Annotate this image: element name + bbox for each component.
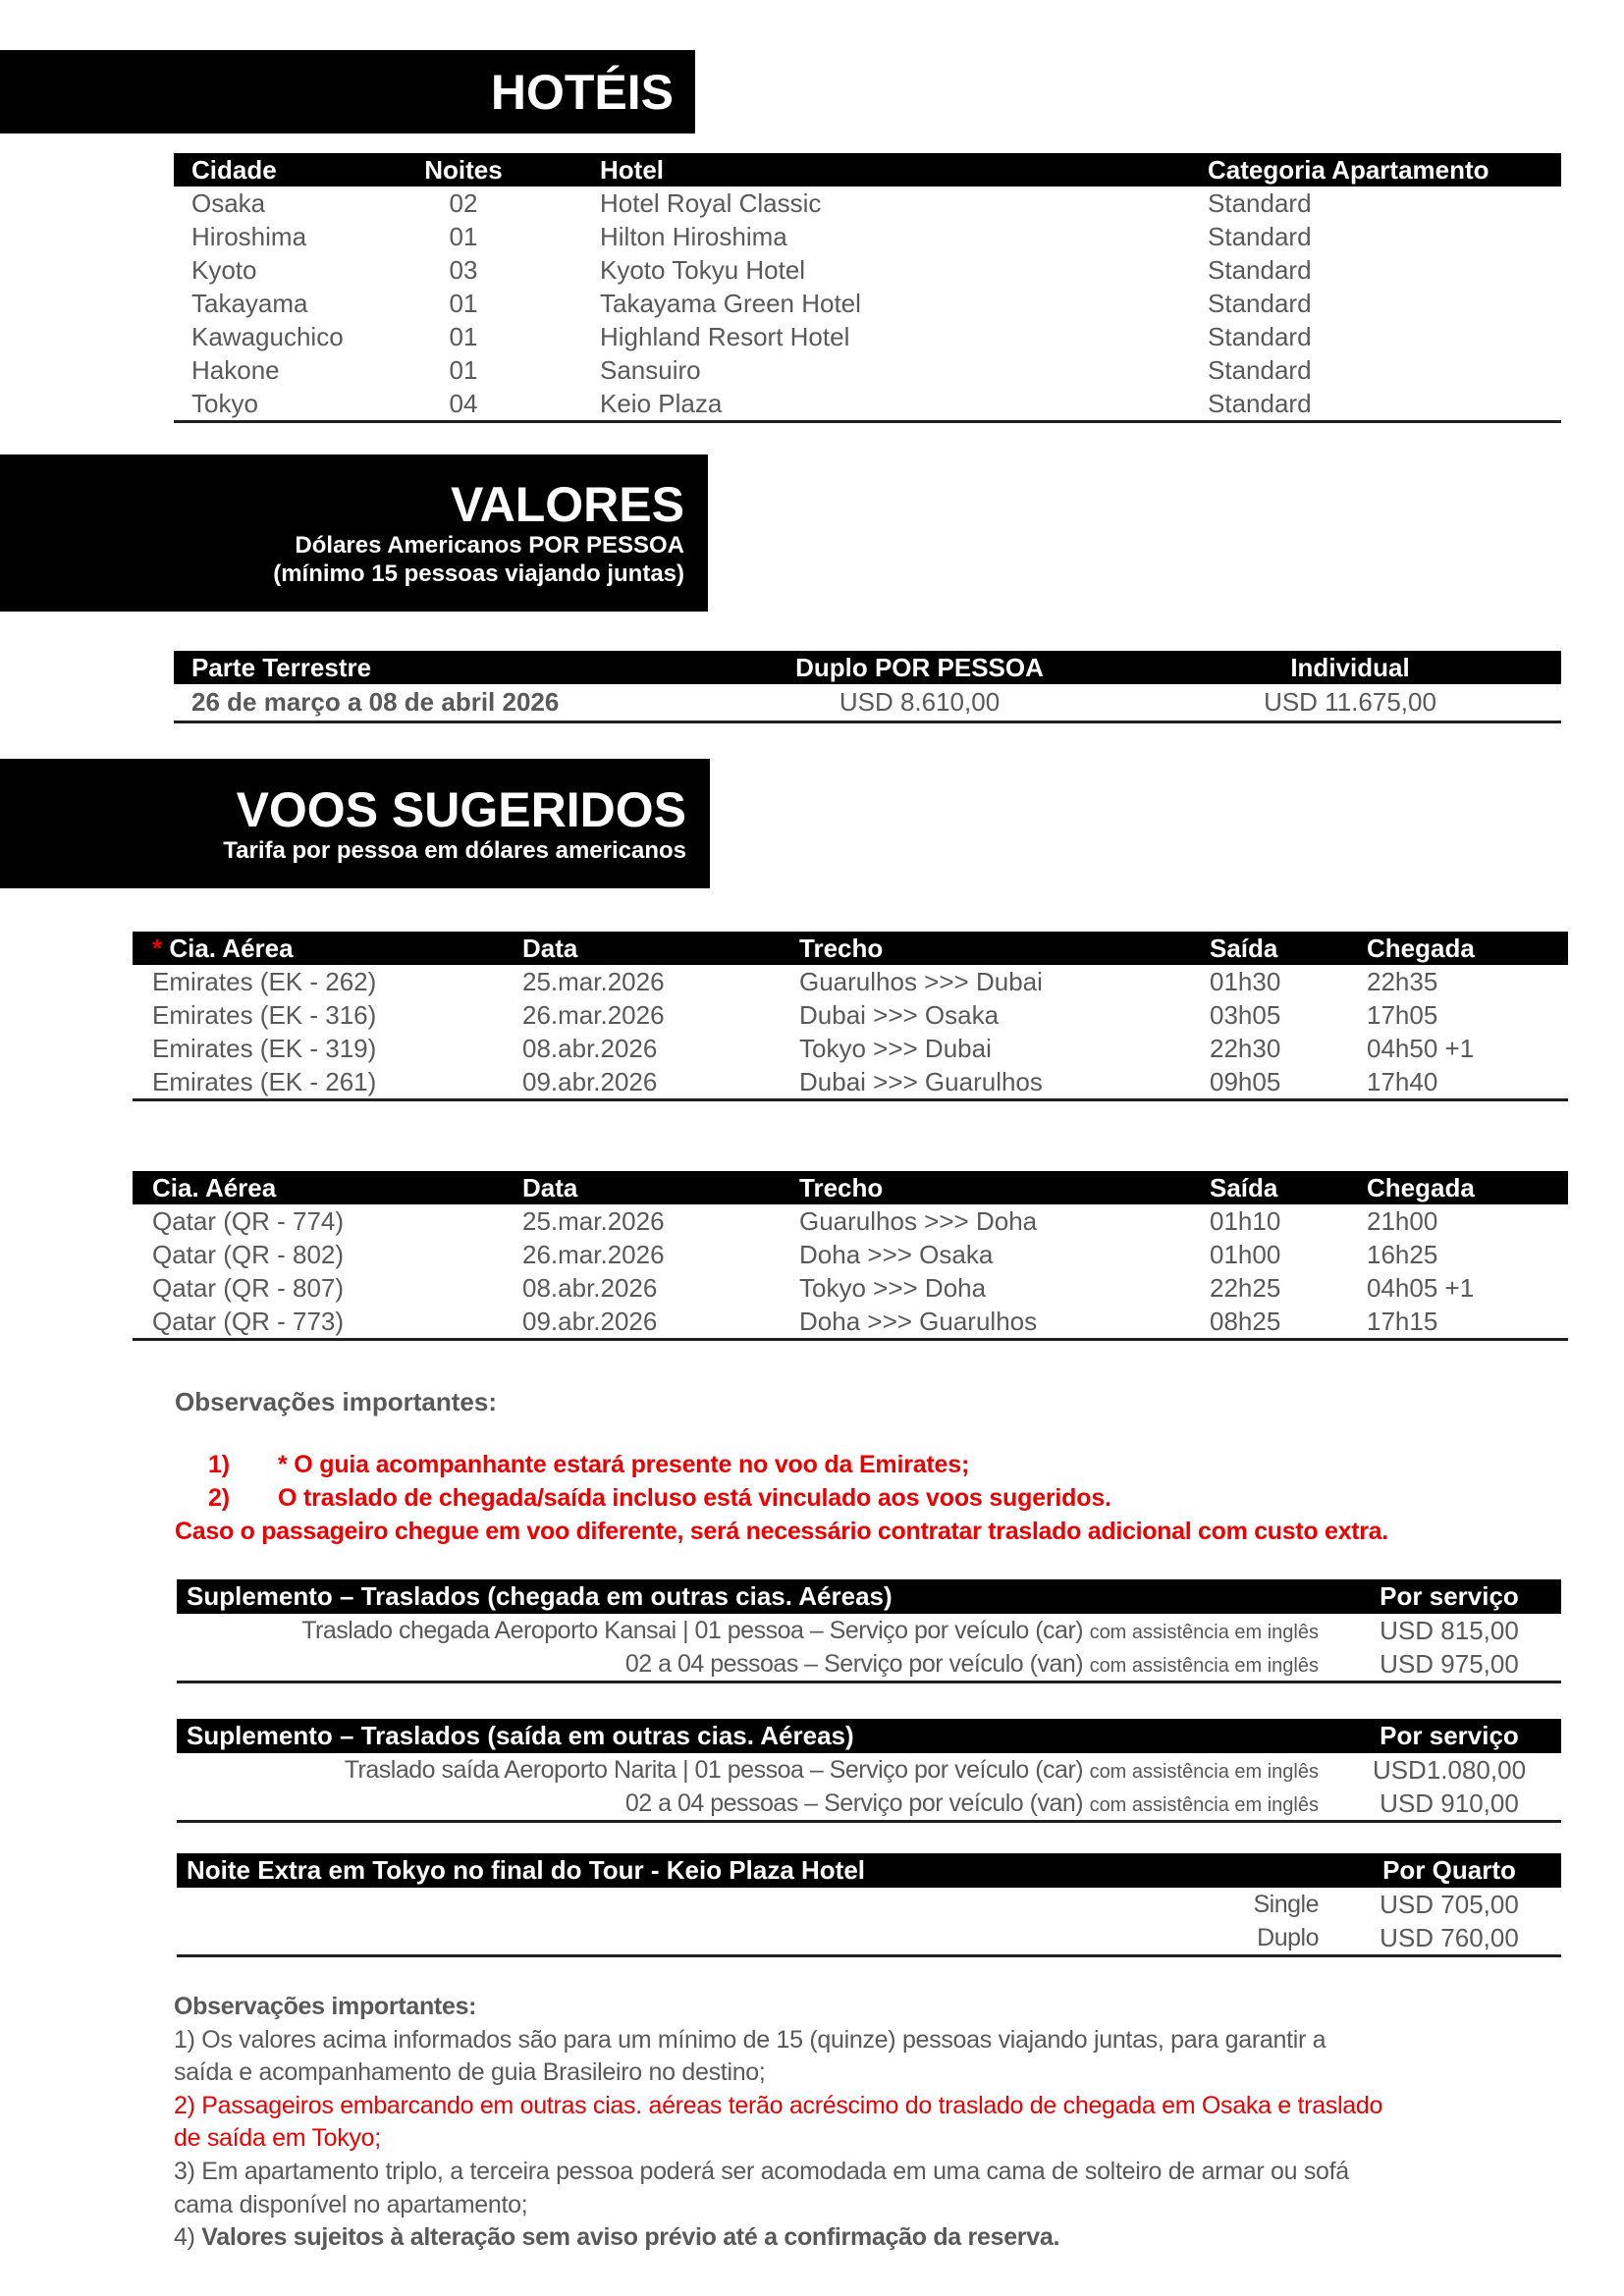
table-cell: 01h00 [1210,1240,1281,1269]
column-header: Data [522,1173,578,1202]
room-type-cell: Duplo [1257,1924,1319,1951]
supplement-arrival-body [177,1614,1561,1681]
observation-text: 1) Os valores acima informados são para um mínimo de 15 (quinze) pessoas viajando juntas, para garantir a [174,2025,1326,2054]
observations-final [174,1991,1470,2255]
table-row [133,1032,1568,1065]
price-cell: USD 975,00 [1380,1649,1519,1679]
table-cell: 08.abr.2026 [522,1273,658,1303]
price-cell: USD 815,00 [1380,1616,1519,1645]
table-cell: Osaka [191,188,266,218]
table-cell: Hiroshima [191,222,307,251]
observations-final-line [174,2122,1470,2156]
table-row [133,998,1568,1032]
table-row [177,1921,1561,1954]
table-row [177,1888,1561,1921]
table-cell: Qatar (QR - 774) [152,1206,345,1236]
table-cell: 01 [449,289,478,318]
table-cell: 26.mar.2026 [522,1240,665,1269]
supplement-departure-table [177,1719,1561,1823]
observations-mid-title: Observações importantes: [175,1387,498,1416]
table-cell: Takayama Green Hotel [600,289,861,318]
table-cell: 16h25 [1367,1240,1438,1269]
column-header: * Cia. Aérea [152,934,294,963]
table-cell: 22h35 [1367,967,1438,996]
table-cell: Dubai >>> Osaka [799,1000,1000,1030]
price-cell: USD 705,00 [1380,1890,1519,1919]
valores-subtitle-1: Dólares Americanos POR PESSOA [295,532,684,559]
column-header: Suplemento – Traslados (chegada em outras cias. Aéreas) [187,1581,893,1611]
observation-item-2-number: 2) [208,1484,230,1512]
table-cell: Emirates (EK - 316) [152,1000,377,1030]
column-header: Cia. Aérea [152,1173,277,1202]
table-cell: Emirates (EK - 261) [152,1067,377,1096]
table-row [174,220,1561,253]
column-header: Noite Extra em Tokyo no final do Tour - Keio Plaza Hotel [187,1855,866,1885]
observations-final-line [174,2221,1470,2255]
table-cell: Standard [1208,222,1312,251]
table-cell: Kyoto [191,255,257,285]
assistance-note: com assistência em inglês [1089,1794,1319,1816]
observations-final-line [174,2024,1470,2057]
column-header: Por Quarto [1382,1855,1516,1885]
table-row [177,1753,1561,1787]
table-cell: 01 [449,322,478,351]
section-title-hoteis: HOTÉIS [490,64,674,120]
observations-final-line [174,2056,1470,2090]
observation-text: Valores sujeitos à alteração sem aviso prévio até a confirmação da reserva. [201,2223,1060,2252]
table-cell: 01h30 [1210,967,1281,996]
column-header: Individual [1290,653,1410,682]
observation-text: 4) [174,2223,202,2252]
table-cell: 04h05 +1 [1367,1273,1475,1303]
assistance-note: com assistência em inglês [1089,1655,1319,1677]
table-cell: Dubai >>> Guarulhos [799,1067,1043,1096]
hotels-table-header [174,153,1561,187]
observations-final-line [174,2156,1470,2189]
table-cell: 04h50 +1 [1367,1034,1475,1063]
supplement-description: Traslado saída Aeroporto Narita | 01 pessoa – Serviço por veículo (car) com assistência em inglês [344,1756,1319,1784]
supplement-description: 02 a 04 pessoas – Serviço por veículo (van) com assistência em inglês [624,1650,1319,1678]
table-cell: 04 [449,389,478,418]
warning-text: de saída em Tokyo; [174,2124,381,2153]
table-cell: 22h25 [1210,1273,1281,1303]
room-type-cell: Single [1253,1891,1319,1918]
valores-subtitle-2: (mínimo 15 pessoas viajando juntas) [273,561,684,587]
extra-night-body [177,1888,1561,1954]
section-banner-hoteis [0,50,695,133]
supplement-description: Traslado chegada Aeroporto Kansai | 01 pessoa – Serviço por veículo (car) com assistência em inglês [301,1617,1319,1644]
table-cell: USD 11.675,00 [1264,687,1436,717]
table-row [133,1305,1568,1338]
table-row [174,684,1561,721]
observations-final-lines [174,2024,1470,2255]
column-header: Categoria Apartamento [1208,155,1489,185]
flights-table-emirates [133,932,1568,1101]
table-cell: Takayama [191,289,308,318]
voos-subtitle-1: Tarifa por pessoa em dólares americanos [223,836,686,864]
table-cell: Sansuiro [600,355,701,385]
warning-text: 2) Passageiros embarcando em outras cias. aéreas terão acréscimo do traslado de chegada em Osaka e traslado [174,2091,1383,2119]
observation-item-2-text: O traslado de chegada/saída incluso está vinculado aos voos sugeridos. [278,1484,1111,1512]
table-cell: Qatar (QR - 773) [152,1307,345,1336]
column-header: Por serviço [1380,1581,1519,1611]
asterisk-note: * [152,934,170,963]
table-cell: Standard [1208,355,1312,385]
table-cell: Tokyo >>> Doha [799,1273,987,1303]
table-cell: 03 [449,255,478,285]
table-row [174,253,1561,287]
column-header: Trecho [799,934,884,963]
table-row [133,1065,1568,1098]
table-row [174,353,1561,387]
table-cell: 08h25 [1210,1307,1281,1336]
table-cell: 02 [449,188,478,218]
table-cell: Standard [1208,255,1312,285]
price-cell: USD 910,00 [1380,1789,1519,1818]
table-cell: 03h05 [1210,1000,1281,1030]
column-header: Cidade [191,155,277,185]
observation-text: cama disponível no apartamento; [174,2190,528,2218]
column-header: Parte Terrestre [191,653,372,682]
table-cell: Standard [1208,389,1312,418]
table-row [177,1647,1561,1681]
table-cell: Doha >>> Osaka [799,1240,994,1269]
table-row [133,1271,1568,1305]
flights-emirates-body [133,965,1568,1098]
observation-text: saída e acompanhamento de guia Brasileiro no destino; [174,2058,766,2087]
table-cell: 17h15 [1367,1307,1438,1336]
table-cell: 17h05 [1367,1000,1438,1030]
column-header: Noites [424,155,503,185]
table-row [174,287,1561,320]
table-cell: Hilton Hiroshima [600,222,787,251]
table-cell: Emirates (EK - 319) [152,1034,377,1063]
table-cell: 09.abr.2026 [522,1067,658,1096]
observation-item-1-text: * O guia acompanhante estará presente no voo da Emirates; [278,1451,970,1478]
table-cell: 26.mar.2026 [522,1000,665,1030]
table-cell: 01 [449,355,478,385]
assistance-note: com assistência em inglês [1089,1622,1319,1643]
table-cell: Kyoto Tokyu Hotel [600,255,806,285]
supplement-arrival-header [177,1579,1561,1614]
observation-item-2 [208,1484,1111,1513]
table-cell: Guarulhos >>> Dubai [799,967,1043,996]
price-cell: USD 760,00 [1380,1923,1519,1952]
table-cell: 21h00 [1367,1206,1438,1236]
table-row [174,187,1561,220]
column-header: Suplemento – Traslados (saída em outras cias. Aéreas) [187,1721,854,1750]
column-header: Por serviço [1380,1721,1519,1750]
observation-text: 3) Em apartamento triplo, a terceira pessoa poderá ser acomodada em uma cama de solteiro de armar ou sofá [174,2157,1349,2185]
table-row [174,387,1561,420]
supplement-departure-header [177,1719,1561,1753]
table-cell: Tokyo [191,389,258,418]
extra-night-table [177,1853,1561,1957]
column-header: Chegada [1367,1173,1475,1202]
section-banner-valores [0,454,708,612]
supplement-departure-body [177,1753,1561,1820]
price-cell: USD1.080,00 [1372,1755,1527,1785]
hotels-table [174,153,1561,423]
table-cell: Emirates (EK - 262) [152,967,377,996]
table-cell: USD 8.610,00 [839,687,1001,717]
observation-item-1 [208,1451,969,1479]
observations-final-line [174,2189,1470,2222]
table-cell: 25.mar.2026 [522,1206,665,1236]
table-cell: Hotel Royal Classic [600,188,822,218]
table-cell: Doha >>> Guarulhos [799,1307,1038,1336]
supplement-description: 02 a 04 pessoas – Serviço por veículo (van) com assistência em inglês [624,1789,1319,1817]
table-cell: 09h05 [1210,1067,1281,1096]
table-cell: Qatar (QR - 802) [152,1240,345,1269]
flights-qatar-body [133,1204,1568,1338]
table-cell: 08.abr.2026 [522,1034,658,1063]
table-cell: 01 [449,222,478,251]
land-price-table [174,651,1561,723]
table-cell: Guarulhos >>> Doha [799,1206,1038,1236]
table-cell: Standard [1208,322,1312,351]
table-cell: 01h10 [1210,1206,1281,1236]
column-header: Saída [1210,934,1278,963]
table-cell: Qatar (QR - 807) [152,1273,345,1303]
column-header: Data [522,934,578,963]
column-header: Chegada [1367,934,1475,963]
table-cell: 25.mar.2026 [522,967,665,996]
section-title-voos: VOOS SUGERIDOS [236,781,686,837]
land-price-table-header [174,651,1561,684]
section-banner-voos [0,759,710,888]
column-header: Hotel [600,155,664,185]
table-row [174,320,1561,353]
table-cell: 26 de março a 08 de abril 2026 [191,687,560,717]
section-title-valores: VALORES [451,477,684,532]
table-row [177,1787,1561,1820]
table-row [133,1204,1568,1238]
table-cell: 09.abr.2026 [522,1307,658,1336]
assistance-note: com assistência em inglês [1089,1761,1319,1783]
table-cell: 17h40 [1367,1067,1438,1096]
observations-mid-footnote: Caso o passageiro chegue em voo diferente, será necessário contratar traslado adicional com custo extra. [175,1518,1388,1545]
land-price-table-body [174,684,1561,721]
column-header: Trecho [799,1173,884,1202]
observation-item-1-number: 1) [208,1451,230,1478]
table-row [133,1238,1568,1271]
table-cell: Kawaguchico [191,322,344,351]
extra-night-header [177,1853,1561,1888]
column-header: Saída [1210,1173,1278,1202]
table-cell: Tokyo >>> Dubai [799,1034,992,1063]
table-cell: Keio Plaza [600,389,723,418]
flights-emirates-header [133,932,1568,965]
hotels-table-body [174,187,1561,420]
table-row [177,1614,1561,1647]
table-cell: Standard [1208,188,1312,218]
column-header: Duplo POR PESSOA [795,653,1044,682]
flights-qatar-header [133,1171,1568,1204]
table-cell: Standard [1208,289,1312,318]
observations-final-title: Observações importantes: [174,1993,477,2020]
observations-final-line [174,2090,1470,2123]
table-row [133,965,1568,998]
flights-table-qatar [133,1171,1568,1341]
table-cell: Highland Resort Hotel [600,322,850,351]
table-cell: 22h30 [1210,1034,1281,1063]
supplement-arrival-table [177,1579,1561,1683]
table-cell: Hakone [191,355,280,385]
